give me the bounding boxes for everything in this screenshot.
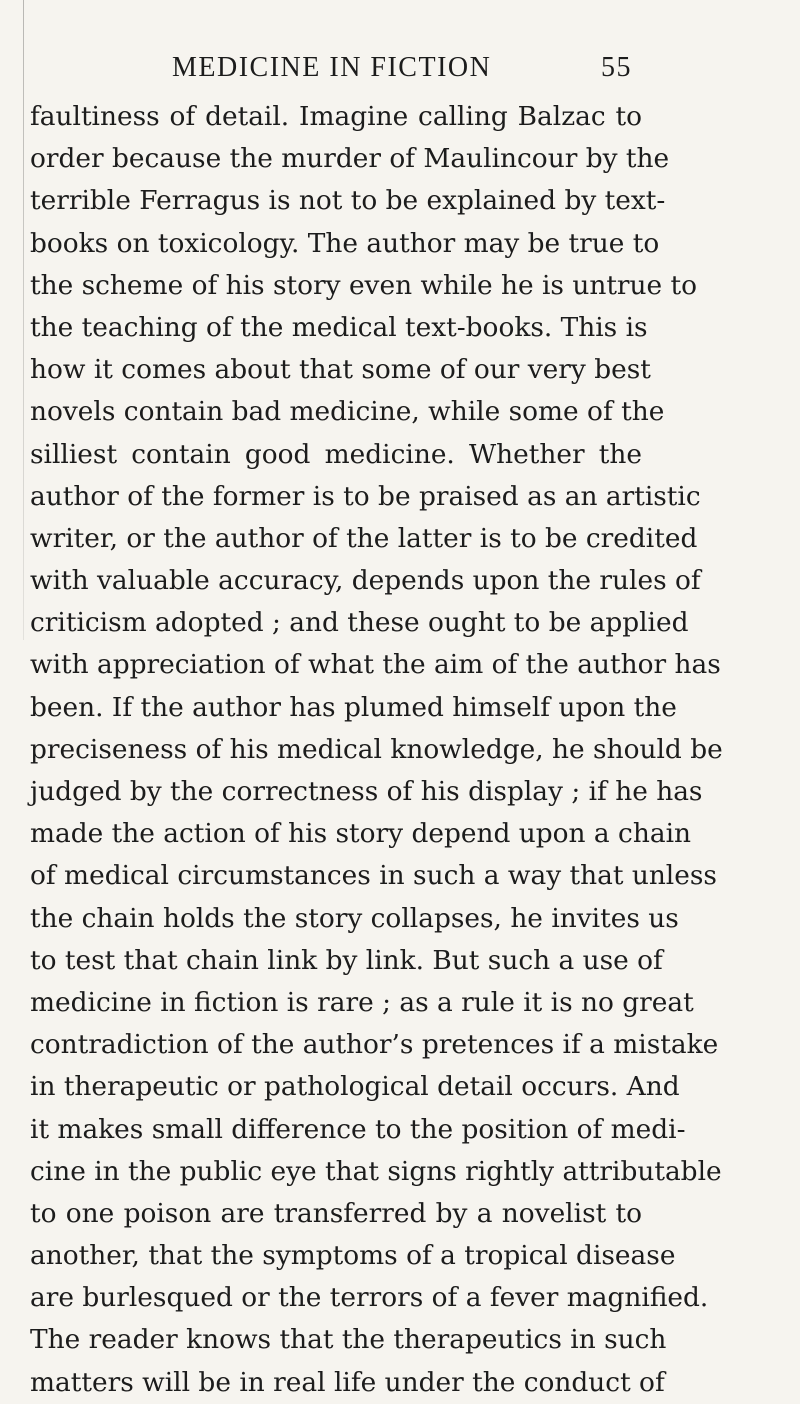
text-line: writer, or the author of the latter is to be credited (30, 522, 698, 554)
text-line: judged by the correctness of his display ; if he has (30, 776, 703, 807)
text-line: it makes small difference to the position of medi- (30, 1113, 686, 1145)
text-line: the chain holds the story collapses, he invites us (30, 902, 679, 934)
text-line: silliest contain good medicine. Whether the (30, 438, 642, 470)
text-line: terrible Ferragus is not to be explained by text- (30, 185, 666, 217)
text-line: are burlesqued or the terrors of a fever magnified. (30, 1282, 709, 1314)
text-line: author of the former is to be praised as an artistic (30, 480, 701, 512)
text-line: of medical circumstances in such a way that unless (30, 860, 717, 892)
text-line: criticism adopted ; and these ought to be applied (30, 607, 689, 639)
text-line: made the action of his story depend upon a chain (30, 818, 692, 850)
page-number: 55 (601, 52, 632, 83)
text-line: to one poison are transferred by a novelist to (30, 1197, 642, 1229)
text-line: contradiction of the author’s pretences if a mistake (30, 1029, 719, 1061)
binding-gutter-line (23, 0, 24, 640)
text-line: the scheme of his story even while he is untrue to (30, 269, 698, 301)
text-line: been. If the author has plumed himself upon the (30, 691, 677, 723)
text-line: medicine in fiction is rare ; as a rule it is no great (30, 986, 694, 1018)
text-line: books on toxicology. The author may be true to (30, 227, 660, 259)
running-title: MEDICINE IN FICTION (172, 52, 492, 83)
text-line: faultiness of detail. Imagine calling Balzac to (30, 101, 642, 132)
text-line: matters will be in real life under the conduct of (30, 1366, 665, 1398)
text-line: another, that the symptoms of a tropical disease (30, 1240, 676, 1272)
text-line: preciseness of his medical knowledge, he should be (30, 733, 723, 765)
text-line: the teaching of the medical text-books. This is (30, 311, 648, 343)
running-head (172, 52, 632, 92)
body-text (30, 96, 723, 1404)
text-line: The reader knows that the therapeutics in such (30, 1324, 667, 1356)
text-line: cine in the public eye that signs rightly attributable (30, 1155, 722, 1187)
text-line: how it comes about that some of our very best (30, 354, 651, 386)
text-line: to test that chain link by link. But such a use of (30, 944, 663, 976)
text-line: in therapeutic or pathological detail occurs. And (30, 1071, 680, 1103)
text-line: with appreciation of what the aim of the author has (30, 649, 721, 681)
text-line: order because the murder of Maulincour by the (30, 143, 670, 175)
text-line: novels contain bad medicine, while some of the (30, 396, 665, 428)
text-line: with valuable accuracy, depends upon the rules of (30, 565, 701, 597)
